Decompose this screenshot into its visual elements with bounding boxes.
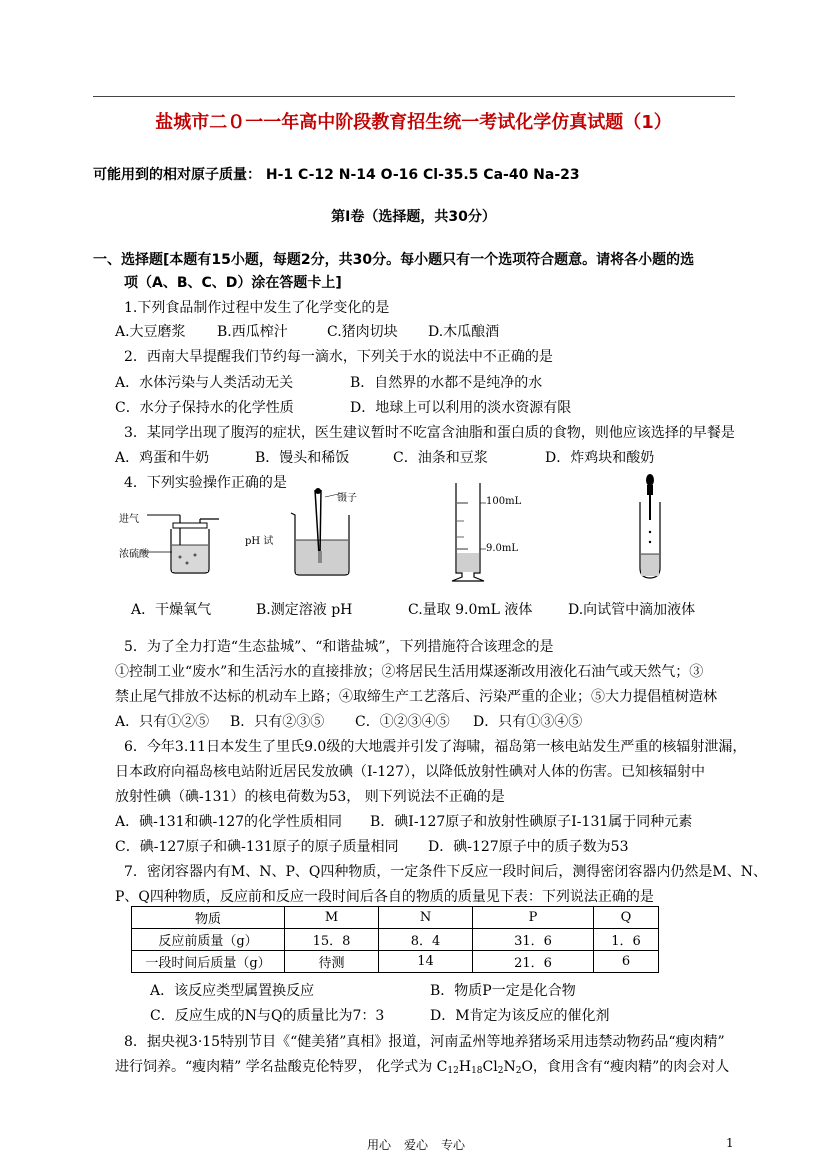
- q3-option-d: D．炸鸡块和酸奶: [545, 450, 655, 466]
- q1-option-a: A.大豆磨浆: [115, 324, 186, 340]
- table-cell: 14: [379, 951, 473, 973]
- q5-option-a: A．只有①②⑤: [115, 714, 210, 730]
- table-cell: 6: [594, 951, 659, 973]
- q2-option-d: D．地球上可以利用的淡水资源有限: [350, 400, 572, 416]
- q5-stem: 5．为了全力打造“生态盐城”、“和谐盐城”，下列措施符合该理念的是: [124, 639, 554, 655]
- q7-option-c: C．反应生成的N与Q的质量比为7：3: [150, 1008, 385, 1024]
- q6-option-a: A．碘-131和碘-127的化学性质相同: [115, 814, 343, 830]
- q3-option-c: C．油条和豆浆: [393, 450, 488, 466]
- q6-option-c: C．碘-127原子和碘-131原子的原子质量相同: [115, 839, 399, 855]
- q8-line2-start: 进行饲养。“瘦肉精” 学名盐酸克伦特罗， 化学式为 C: [115, 1059, 448, 1075]
- label-100ml: 100mL: [486, 496, 522, 507]
- table-cell: 15．8: [285, 929, 379, 951]
- q7-option-a: A．该反应类型属置换反应: [150, 983, 315, 999]
- q3-option-a: A．鸡蛋和牛奶: [115, 450, 210, 466]
- table-header-row: [132, 907, 659, 929]
- q8-line2: [115, 1056, 729, 1076]
- q7-line1: 7．密闭容器内有M、N、P、Q四种物质，一定条件下反应一段时间后，测得密闭容器内仍然是M、N、: [124, 864, 767, 880]
- table-cell: 1．6: [594, 929, 659, 951]
- q4-stem: 4．下列实验操作正确的是: [124, 475, 287, 491]
- q2-option-b: B．自然界的水都不是纯净的水: [350, 375, 543, 391]
- q2-option-a: A．水体污染与人类活动无关: [115, 375, 294, 391]
- footer-slogan-2: 爱心: [404, 1138, 429, 1152]
- label-tweezers: 镊子: [337, 493, 357, 504]
- instructions-line1: 一、选择题[本题有15小题，每题2分，共30分。每小题只有一个选项符合题意。请将各小题的选: [93, 252, 695, 268]
- q6-line1: 6．今年3.11日本发生了里氏9.0级的大地震并引发了海啸，福岛第一核电站发生严重的核辐射泄漏，: [124, 739, 747, 755]
- subscript: 12: [447, 1066, 459, 1076]
- page-title: 盐城市二０一一年高中阶段教育招生统一考试化学仿真试题（1）: [155, 112, 672, 133]
- q4-option-b: B.测定溶液 pH: [256, 602, 353, 618]
- table-cell: 8．4: [379, 929, 473, 951]
- q7-option-d: D．M肯定为该反应的催化剂: [430, 1008, 610, 1024]
- q7-option-b: B．物质P一定是化合物: [430, 983, 576, 999]
- subscript: 18: [471, 1066, 483, 1076]
- element-n: N: [503, 1059, 516, 1075]
- label-inlet: 进气: [119, 514, 139, 525]
- q6-line3: 放射性碘（碘-131）的核电荷数为53， 则下列说法不正确的是: [115, 789, 505, 805]
- q3-stem: 3．某同学出现了腹泻的症状，医生建议暂时不吃富含油脂和蛋白质的食物，则他应该选择的早餐是: [124, 425, 735, 441]
- q5-option-d: D．只有①③④⑤: [473, 714, 583, 730]
- graduated-cylinder-figure: [448, 481, 488, 584]
- instructions-line2: 项（A、B、C、D）涂在答题卡上]: [124, 275, 342, 291]
- q6-option-d: D．碘-127原子中的质子数为53: [428, 839, 629, 855]
- element-cl: Cl: [482, 1059, 498, 1075]
- table-cell: 反应前质量（g）: [132, 929, 285, 951]
- table-cell: 待测: [285, 951, 379, 973]
- table-cell: 31．6: [473, 929, 594, 951]
- q8-line2-end: ，食用含有“瘦肉精”的肉会对人: [532, 1059, 730, 1075]
- subscript: 2: [515, 1066, 522, 1076]
- q5-line1: ①控制工业“废水”和生活污水的直接排放；②将居民生活用煤逐渐改用液化石油气或天然气；③: [115, 664, 704, 680]
- q4-option-d: D.向试管中滴加液体: [568, 602, 696, 618]
- q7-line2: P、Q四种物质，反应前和反应一段时间后各自的物质的质量见下表：下列说法正确的是: [115, 889, 654, 905]
- table-cell: M: [285, 907, 379, 929]
- footer-slogan-1: 用心: [367, 1138, 392, 1152]
- table-cell: N: [379, 907, 473, 929]
- q8-line1: 8．据央视3·15特别节目《“健美猪”真相》报道，河南孟州等地养猪场采用违禁动物药品“瘦肉精”: [124, 1034, 725, 1050]
- q1-stem: 1.下列食品制作过程中发生了化学变化的是: [124, 300, 390, 316]
- q6-option-b: B．碘I-127原子和放射性碘原子I-131属于同种元素: [370, 814, 693, 830]
- label-ph-paper: pH 试: [245, 536, 274, 547]
- q2-option-c: C．水分子保持水的化学性质: [115, 400, 294, 416]
- q3-option-b: B．馒头和稀饭: [255, 450, 350, 466]
- q5-option-b: B．只有②③⑤: [230, 714, 325, 730]
- table-cell: Q: [594, 907, 659, 929]
- table-cell: P: [473, 907, 594, 929]
- table-cell: 物质: [132, 907, 285, 929]
- q1-option-b: B.西瓜榨汁: [217, 324, 288, 340]
- table-cell: 21．6: [473, 951, 594, 973]
- footer-slogan-3: 专心: [441, 1138, 466, 1152]
- q6-line2: 日本政府向福岛核电站附近居民发放碘（I-127），以降低放射性碘对人体的伤害。已知核辐射中: [115, 764, 705, 780]
- atomic-masses: 可能用到的相对原子质量： H-1 C-12 N-14 O-16 Cl-35.5 Ca-40 Na-23: [93, 167, 580, 183]
- table-row: [132, 951, 659, 973]
- table-cell: 一段时间后质量（g）: [132, 951, 285, 973]
- header-rule: [93, 96, 735, 97]
- mass-table: [131, 906, 659, 973]
- label-conc-acid: 浓硫酸: [119, 549, 149, 560]
- page-number: 1: [726, 1136, 734, 1150]
- element-o: O: [521, 1059, 533, 1075]
- section-title: 第Ⅰ卷（选择题，共30分）: [331, 209, 496, 225]
- q1-option-d: D.木瓜酿酒: [428, 324, 500, 340]
- q5-line2: 禁止尾气排放不达标的机动车上路；④取缔生产工艺落后、污染严重的企业；⑤大力提倡植树造林: [115, 689, 717, 705]
- test-tube-dropper-figure: [632, 472, 668, 584]
- q5-option-c: C．①②③④⑤: [355, 714, 450, 730]
- label-9ml: 9.0mL: [486, 543, 519, 554]
- q2-stem: 2．西南大旱提醒我们节约每一滴水，下列关于水的说法中不正确的是: [124, 349, 553, 365]
- subscript: 2: [497, 1066, 504, 1076]
- q1-option-c: C.猪肉切块: [327, 324, 398, 340]
- table-row: [132, 929, 659, 951]
- q4-option-a: A．干燥氧气: [131, 602, 212, 618]
- q4-option-c: C.量取 9.0mL 液体: [408, 602, 533, 618]
- element-h: H: [458, 1059, 472, 1075]
